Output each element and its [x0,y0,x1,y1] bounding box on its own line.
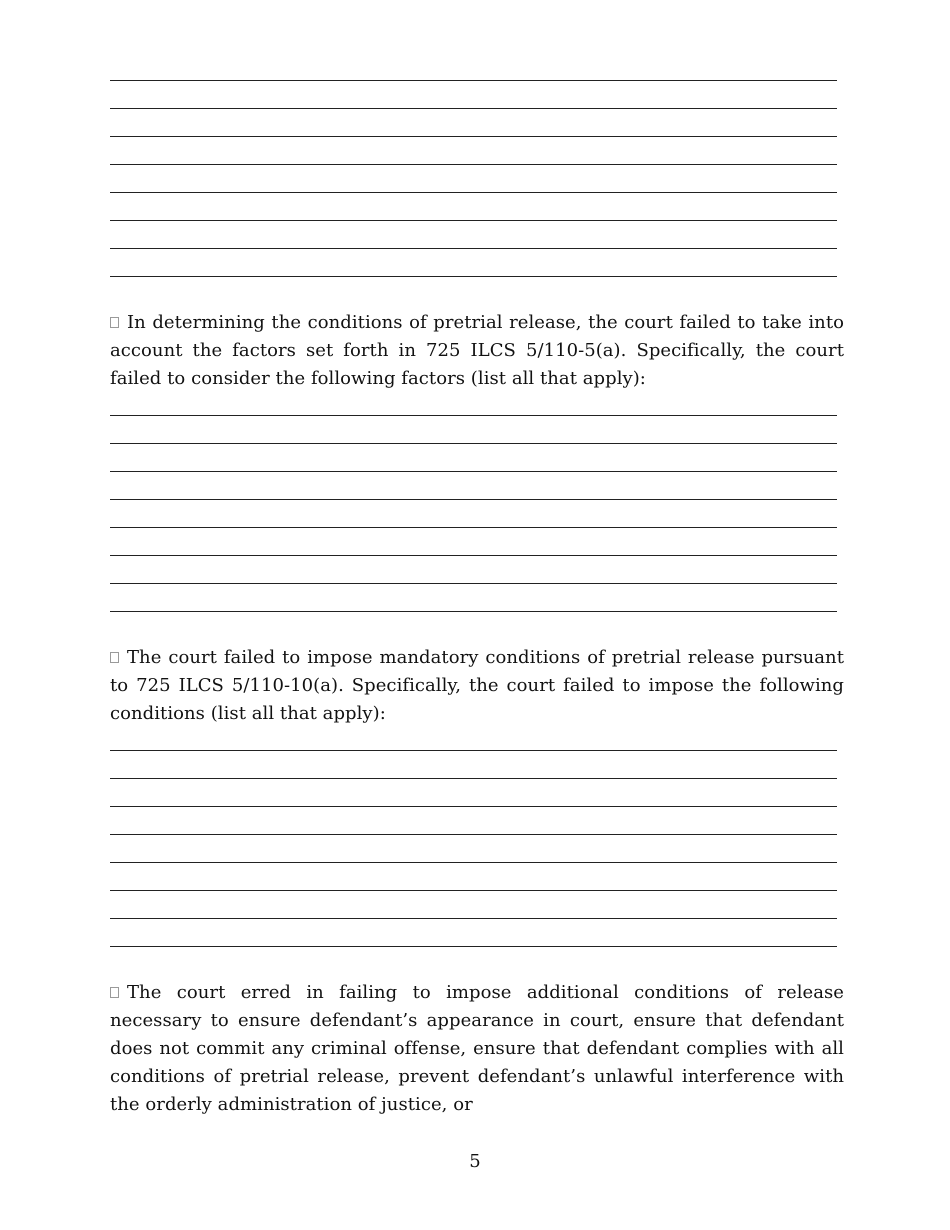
page-number: 5 [469,1151,481,1172]
write-in-line[interactable] [110,500,837,528]
write-in-line[interactable] [110,835,837,863]
additional-conditions-text: The court erred in failing to impose additional conditions of release necessary to ensure defendant’s appearance in court, ensure that defendant does not commit any criminal offense, ensure that defendant complies with all conditions of pretrial release, prevent defendant’s unlawful interference with the orderly administration of justice, or [110,982,844,1115]
mandatory-conditions-checkbox[interactable] [110,652,119,663]
factors-paragraph [110,309,844,393]
write-in-line[interactable] [110,472,837,500]
write-in-line[interactable] [110,109,837,137]
write-in-line[interactable] [110,584,837,612]
mandatory-conditions-paragraph [110,644,844,728]
write-in-line[interactable] [110,723,837,751]
write-in-line[interactable] [110,193,837,221]
write-in-line[interactable] [110,528,837,556]
write-in-line[interactable] [110,751,837,779]
write-in-line[interactable] [110,919,837,947]
mandatory-conditions-text: The court failed to impose mandatory conditions of pretrial release pursuant to 725 ILCS 5/110-10(a). Specifically, the court failed to impose the following conditions (list all that apply): [110,647,844,724]
write-in-line[interactable] [110,556,837,584]
factors-text: In determining the conditions of pretrial release, the court failed to take into account the factors set forth in 725 ILCS 5/110-5(a). Specifically, the court failed to consider the following factors (list all that apply): [110,312,844,389]
write-in-line[interactable] [110,779,837,807]
additional-conditions-checkbox[interactable] [110,987,119,998]
write-in-line[interactable] [110,165,837,193]
write-in-line[interactable] [110,807,837,835]
write-in-line[interactable] [110,388,837,416]
write-in-line[interactable] [110,221,837,249]
write-in-line[interactable] [110,137,837,165]
write-in-line[interactable] [110,863,837,891]
write-in-lines-factors[interactable] [110,388,837,612]
write-in-lines-conditions[interactable] [110,723,837,947]
write-in-lines-top[interactable] [110,53,837,277]
write-in-line[interactable] [110,416,837,444]
additional-conditions-paragraph [110,979,844,1119]
write-in-line[interactable] [110,891,837,919]
factors-checkbox[interactable] [110,317,119,328]
write-in-line[interactable] [110,53,837,81]
write-in-line[interactable] [110,249,837,277]
write-in-line[interactable] [110,444,837,472]
write-in-line[interactable] [110,81,837,109]
